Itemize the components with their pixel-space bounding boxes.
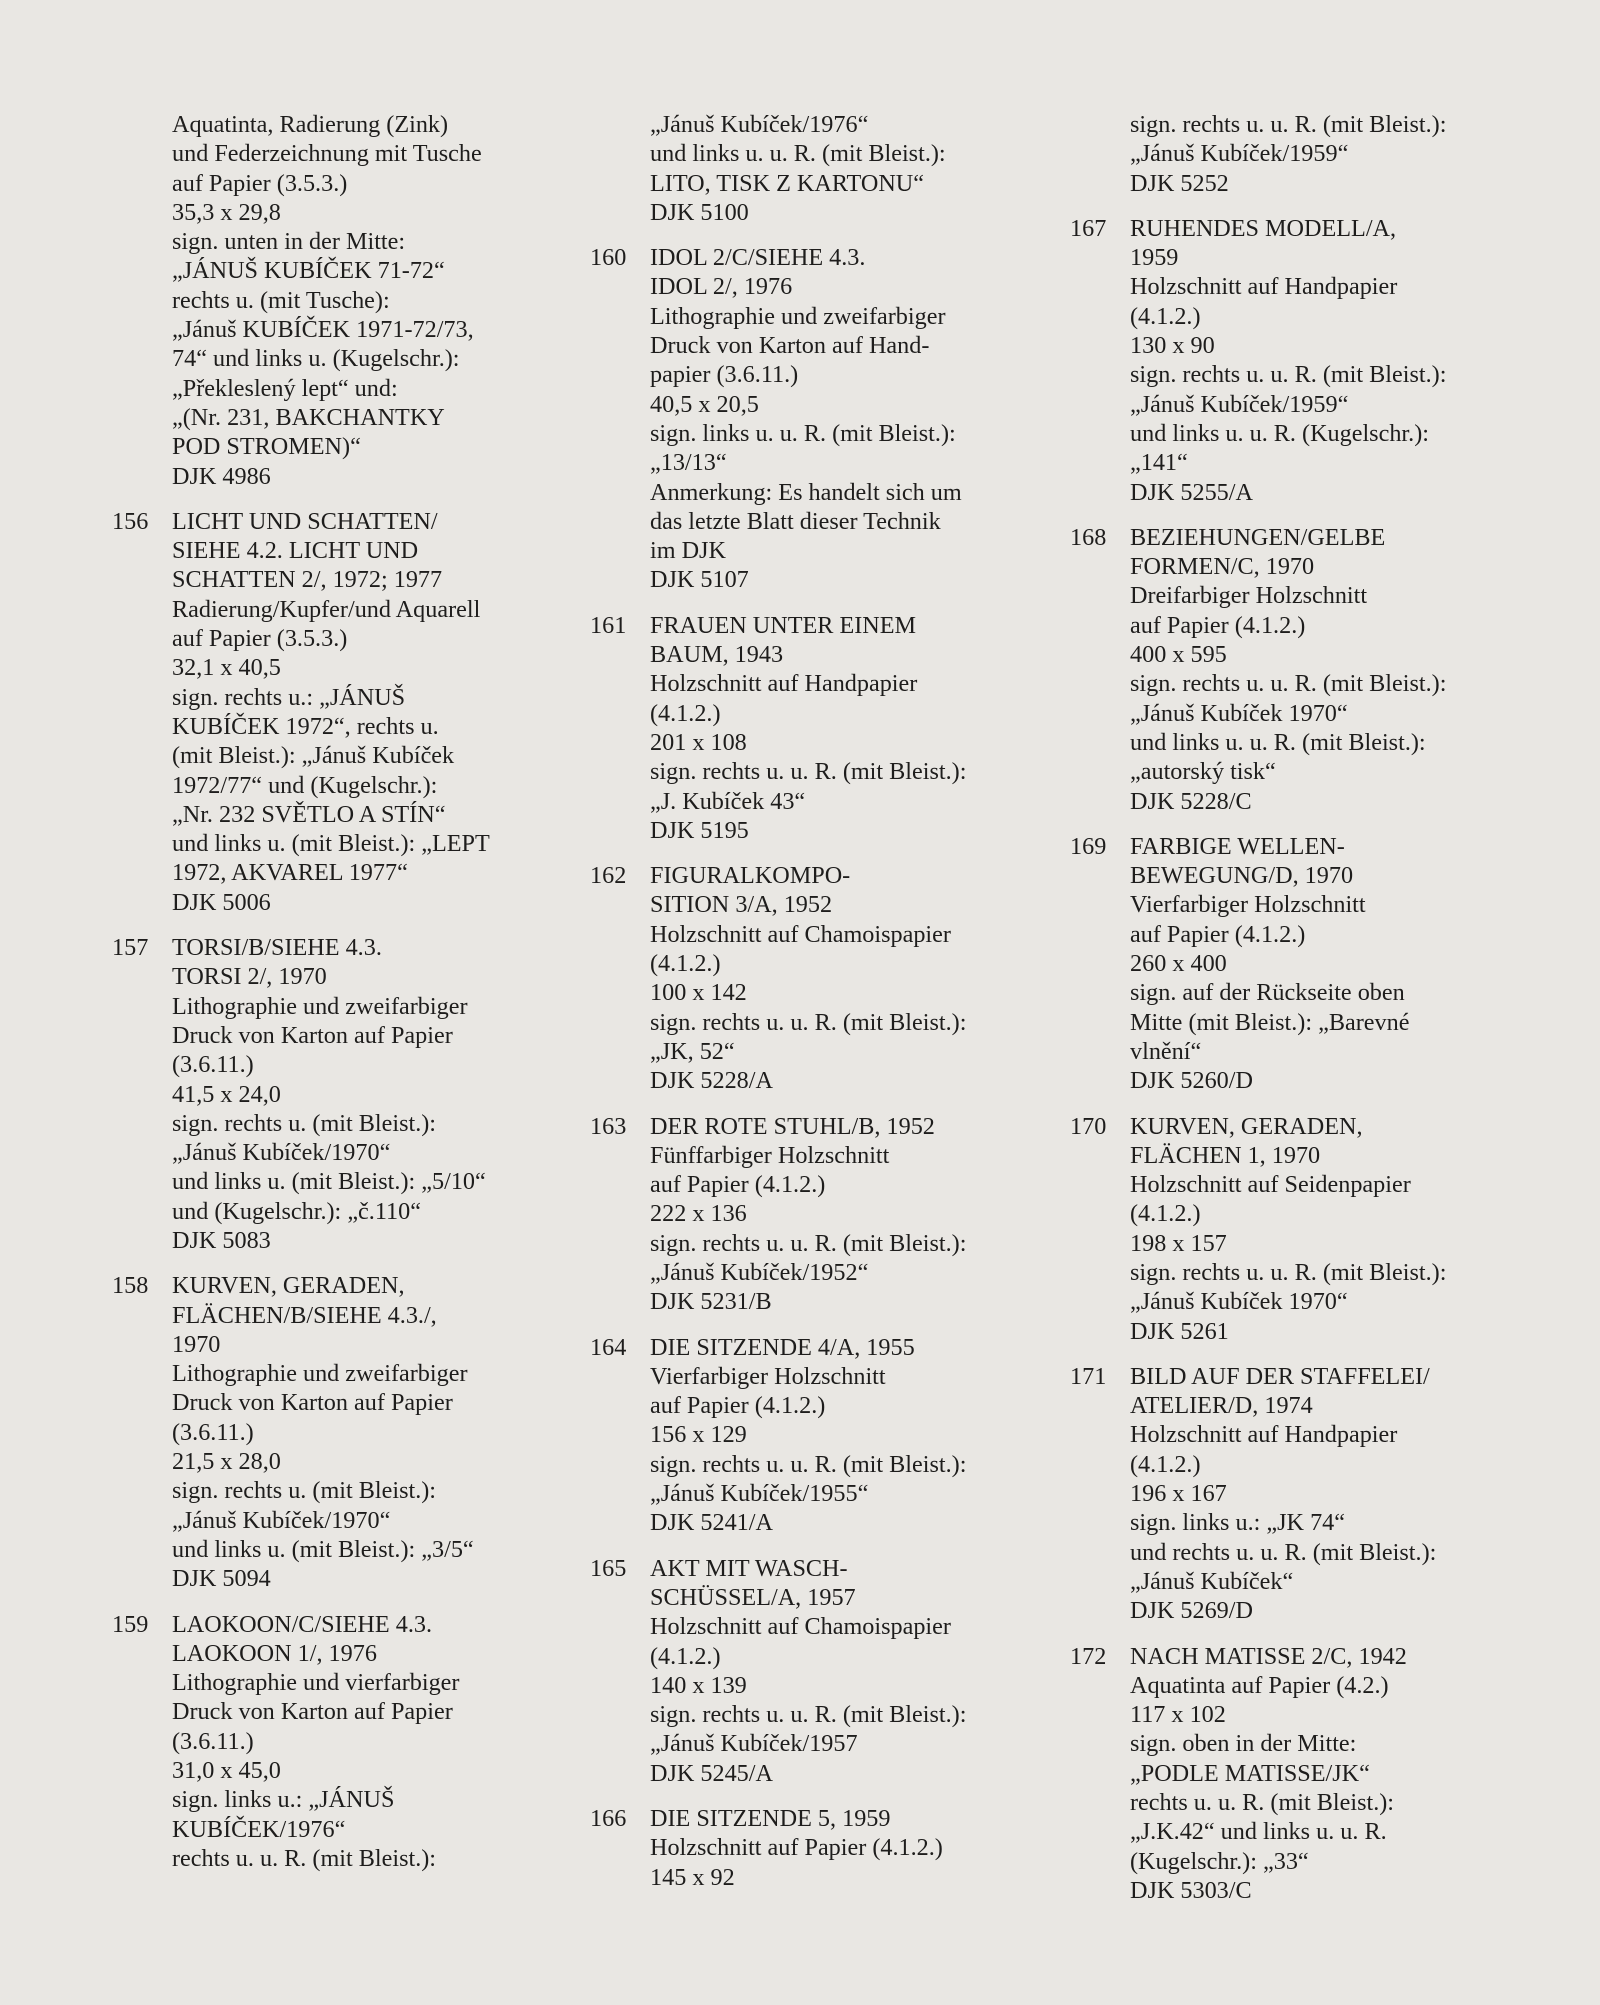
entry-number: 164 xyxy=(590,1333,627,1361)
entry-line: LICHT UND SCHATTEN/ xyxy=(172,507,438,535)
entry-line: DJK 5303/C xyxy=(1130,1876,1252,1904)
entry-line: DJK 5245/A xyxy=(650,1759,773,1787)
entry-line: „Jánuš Kubíček 1970“ xyxy=(1130,1288,1348,1316)
entry-line: „Jánuš Kubíček/1952“ xyxy=(650,1258,869,1286)
entry-line: SIEHE 4.2. LICHT UND xyxy=(172,537,419,565)
entry-line: Druck von Karton auf Papier xyxy=(172,1698,453,1726)
entry-line: DJK 5107 xyxy=(650,566,749,594)
entry-number: 159 xyxy=(112,1610,149,1638)
catalog-entry xyxy=(112,1271,582,1593)
entry-line: Holzschnitt auf Papier (4.1.2.) xyxy=(650,1834,943,1862)
entry-line: sign. rechts u. u. R. (mit Bleist.): xyxy=(1130,111,1447,138)
entry-line: Fünffarbiger Holzschnitt xyxy=(650,1141,890,1169)
entry-line: und links u. (mit Bleist.): „5/10“ xyxy=(172,1168,486,1196)
entry-line: „Jánuš Kubíček/1959“ xyxy=(1130,390,1349,418)
entry-line: Druck von Karton auf Papier xyxy=(172,1021,453,1049)
entry-line: und rechts u. u. R. (mit Bleist.): xyxy=(1130,1538,1437,1566)
entry-line: KURVEN, GERADEN, xyxy=(1130,1112,1363,1140)
catalog-entry xyxy=(590,243,1060,595)
entry-line: ATELIER/D, 1974 xyxy=(1130,1392,1313,1420)
entry-line: Druck von Karton auf Papier xyxy=(172,1389,453,1417)
entry-line: Vierfarbiger Holzschnitt xyxy=(650,1362,886,1390)
entry-line: FORMEN/C, 1970 xyxy=(1130,553,1315,581)
entry-line: und links u. u. R. (Kugelschr.): xyxy=(1130,419,1429,447)
catalog-entry xyxy=(112,110,582,491)
entry-line: 41,5 x 24,0 xyxy=(172,1080,281,1108)
entry-number: 166 xyxy=(590,1805,627,1833)
entry-line: DJK 5269/D xyxy=(1130,1597,1253,1625)
entry-line: 156 x 129 xyxy=(650,1421,747,1449)
entry-line: DJK 5195 xyxy=(650,816,749,844)
entry-line: DJK 5261 xyxy=(1130,1317,1229,1345)
entry-line: DJK 5094 xyxy=(172,1565,271,1593)
entry-line: „Jánuš Kubíček/1970“ xyxy=(172,1139,391,1167)
entry-line: BEZIEHUNGEN/GELBE xyxy=(1130,523,1386,551)
entry-line: rechts u. u. R. (mit Bleist.): xyxy=(1130,1789,1395,1817)
entry-line: 21,5 x 28,0 xyxy=(172,1448,281,1476)
entry-line: Radierung/Kupfer/und Aquarell xyxy=(172,595,481,623)
entry-line: DJK 4986 xyxy=(172,462,271,490)
entry-number: 167 xyxy=(1070,214,1107,242)
entry-number: 165 xyxy=(590,1554,627,1582)
entry-line: auf Papier (4.1.2.) xyxy=(650,1171,826,1199)
entry-line: „Jánuš Kubíček/1959“ xyxy=(1130,140,1349,168)
entry-line: und links u. (mit Bleist.): „LEPT xyxy=(172,830,490,858)
entry-line: „13/13“ xyxy=(650,449,727,477)
catalog-entry xyxy=(1070,214,1570,507)
entry-line: Aquatinta, Radierung (Zink) xyxy=(172,111,449,138)
entry-line: sign. rechts u. u. R. (mit Bleist.): xyxy=(1130,361,1447,389)
entry-line: (4.1.2.) xyxy=(1130,302,1201,330)
catalog-entry xyxy=(590,1112,1060,1317)
entry-line: sign. rechts u. (mit Bleist.): xyxy=(172,1109,437,1137)
catalog-entry xyxy=(1070,1362,1570,1626)
entry-line: Holzschnitt auf Handpapier xyxy=(1130,273,1398,301)
entry-line: DJK 5228/A xyxy=(650,1067,773,1095)
entry-line: Holzschnitt auf Chamoispapier xyxy=(650,1613,951,1641)
entry-line: TORSI 2/, 1970 xyxy=(172,963,327,991)
entry-line: „JK, 52“ xyxy=(650,1037,735,1065)
entry-line: FRAUEN UNTER EINEM xyxy=(650,611,917,639)
entry-number: 169 xyxy=(1070,832,1107,860)
entry-line: und links u. u. R. (mit Bleist.): xyxy=(650,140,946,168)
entry-line: LAOKOON 1/, 1976 xyxy=(172,1639,377,1667)
entry-line: 1972/77“ und (Kugelschr.): xyxy=(172,771,438,799)
entry-line: „Jánuš Kubíček/1955“ xyxy=(650,1480,869,1508)
entry-line: und links u. u. R. (mit Bleist.): xyxy=(1130,728,1426,756)
entry-line: BEWEGUNG/D, 1970 xyxy=(1130,862,1354,890)
entry-line: „PODLE MATISSE/JK“ xyxy=(1130,1759,1370,1787)
entry-line: Mitte (mit Bleist.): „Barevné xyxy=(1130,1008,1410,1036)
entry-line: Holzschnitt auf Handpapier xyxy=(1130,1421,1398,1449)
entry-line: DJK 5241/A xyxy=(650,1509,773,1537)
entry-line: 1959 xyxy=(1130,244,1179,272)
entry-line: DIE SITZENDE 4/A, 1955 xyxy=(650,1333,915,1361)
entry-number: 157 xyxy=(112,934,149,962)
catalog-entry xyxy=(590,1333,1060,1538)
catalog-entry xyxy=(590,1554,1060,1788)
entry-line: Anmerkung: Es handelt sich um xyxy=(650,478,962,506)
entry-line: 140 x 139 xyxy=(650,1671,747,1699)
entry-line: sign. rechts u. u. R. (mit Bleist.): xyxy=(650,1701,967,1729)
entry-line: Holzschnitt auf Chamoispapier xyxy=(650,920,951,948)
entry-line: DJK 5260/D xyxy=(1130,1067,1253,1095)
entry-number: 171 xyxy=(1070,1362,1107,1390)
entry-line: sign. rechts u. u. R. (mit Bleist.): xyxy=(650,1229,967,1257)
entry-line: BILD AUF DER STAFFELEI/ xyxy=(1130,1362,1430,1390)
entry-line: (4.1.2.) xyxy=(1130,1450,1201,1478)
entry-line: 201 x 108 xyxy=(650,728,747,756)
entry-line: „Jánuš Kubíček/1976“ xyxy=(650,111,869,138)
entry-line: DJK 5100 xyxy=(650,198,749,226)
entry-line: (4.1.2.) xyxy=(1130,1200,1201,1228)
catalog-entry xyxy=(590,611,1060,845)
entry-line: DJK 5006 xyxy=(172,888,271,916)
entry-line: papier (3.6.11.) xyxy=(650,361,799,389)
entry-line: 74“ und links u. (Kugelschr.): xyxy=(172,345,460,373)
entry-line: rechts u. u. R. (mit Bleist.): xyxy=(172,1844,437,1872)
entry-line: auf Papier (3.5.3.) xyxy=(172,169,348,197)
entry-line: POD STROMEN)“ xyxy=(172,433,361,461)
entry-line: „Jánuš Kubíček 1970“ xyxy=(1130,699,1348,727)
entry-line: „Překleslený lept“ und: xyxy=(172,374,398,402)
entry-line: „autorský tisk“ xyxy=(1130,758,1276,786)
entry-line: Holzschnitt auf Seidenpapier xyxy=(1130,1171,1411,1199)
entry-line: rechts u. (mit Tusche): xyxy=(172,286,390,314)
entry-line: AKT MIT WASCH- xyxy=(650,1554,848,1582)
entry-line: 1972, AKVAREL 1977“ xyxy=(172,859,408,887)
entry-line: „141“ xyxy=(1130,449,1188,477)
entry-number: 163 xyxy=(590,1112,627,1140)
entry-line: auf Papier (4.1.2.) xyxy=(650,1392,826,1420)
catalog-entry xyxy=(590,1804,1060,1892)
catalog-entry xyxy=(112,1610,582,1874)
entry-line: 100 x 142 xyxy=(650,979,747,1007)
entry-line: BAUM, 1943 xyxy=(650,641,784,669)
catalog-entry xyxy=(1070,1112,1570,1346)
entry-line: sign. rechts u. u. R. (mit Bleist.): xyxy=(650,1450,967,1478)
entry-line: und Federzeichnung mit Tusche xyxy=(172,140,482,168)
column-2 xyxy=(590,110,1060,1908)
entry-line: (4.1.2.) xyxy=(650,699,721,727)
entry-line: 130 x 90 xyxy=(1130,332,1215,360)
entry-line: auf Papier (3.5.3.) xyxy=(172,625,348,653)
entry-line: LAOKOON/C/SIEHE 4.3. xyxy=(172,1610,433,1638)
entry-line: FLÄCHEN 1, 1970 xyxy=(1130,1141,1321,1169)
entry-line: 40,5 x 20,5 xyxy=(650,390,759,418)
entry-line: sign. rechts u.: „JÁNUŠ xyxy=(172,683,406,711)
entry-line: Lithographie und zweifarbiger xyxy=(172,1360,468,1388)
entry-line: „J. Kubíček 43“ xyxy=(650,787,806,815)
entry-line: das letzte Blatt dieser Technik xyxy=(650,507,941,535)
entry-line: sign. rechts u. u. R. (mit Bleist.): xyxy=(1130,1258,1447,1286)
entry-line: IDOL 2/C/SIEHE 4.3. xyxy=(650,244,866,272)
entry-line: 222 x 136 xyxy=(650,1200,747,1228)
entry-line: sign. unten in der Mitte: xyxy=(172,228,406,256)
column-1 xyxy=(112,110,582,1889)
entry-line: Lithographie und zweifarbiger xyxy=(172,992,468,1020)
entry-line: KUBÍČEK 1972“, rechts u. xyxy=(172,712,439,740)
entry-line: 400 x 595 xyxy=(1130,641,1227,669)
column-3 xyxy=(1070,110,1570,1921)
catalog-entry xyxy=(1070,523,1570,816)
entry-line: SCHATTEN 2/, 1972; 1977 xyxy=(172,566,443,594)
entry-line: SITION 3/A, 1952 xyxy=(650,891,833,919)
catalog-entry xyxy=(1070,1642,1570,1906)
entry-line: sign. rechts u. u. R. (mit Bleist.): xyxy=(1130,670,1447,698)
entry-line: (Kugelschr.): „33“ xyxy=(1130,1847,1309,1875)
entry-line: LITO, TISK Z KARTONU“ xyxy=(650,169,924,197)
entry-line: sign. links u.: „JK 74“ xyxy=(1130,1509,1345,1537)
entry-line: 145 x 92 xyxy=(650,1863,735,1891)
entry-line: FARBIGE WELLEN- xyxy=(1130,832,1345,860)
entry-line: DJK 5255/A xyxy=(1130,478,1253,506)
entry-line: (3.6.11.) xyxy=(172,1418,254,1446)
entry-line: „Jánuš Kubíček/1957 xyxy=(650,1730,858,1758)
entry-line: 198 x 157 xyxy=(1130,1229,1227,1257)
entry-line: und links u. (mit Bleist.): „3/5“ xyxy=(172,1535,474,1563)
catalog-entry xyxy=(1070,832,1570,1096)
entry-line: im DJK xyxy=(650,537,726,565)
entry-line: TORSI/B/SIEHE 4.3. xyxy=(172,934,382,962)
entry-number: 168 xyxy=(1070,523,1107,551)
entry-line: „(Nr. 231, BAKCHANTKY xyxy=(172,403,445,431)
entry-line: sign. oben in der Mitte: xyxy=(1130,1730,1357,1758)
entry-line: (4.1.2.) xyxy=(650,950,721,978)
entry-line: vlnění“ xyxy=(1130,1037,1202,1065)
entry-line: sign. links u. u. R. (mit Bleist.): xyxy=(650,419,956,447)
entry-line: sign. auf der Rückseite oben xyxy=(1130,979,1405,1007)
entry-line: RUHENDES MODELL/A, xyxy=(1130,214,1397,242)
entry-line: (mit Bleist.): „Jánuš Kubíček xyxy=(172,742,455,770)
entry-line: „JÁNUŠ KUBÍČEK 71-72“ xyxy=(172,257,445,285)
entry-line: „J.K.42“ und links u. u. R. xyxy=(1130,1818,1387,1846)
entry-line: NACH MATISSE 2/C, 1942 xyxy=(1130,1642,1407,1670)
entry-line: auf Papier (4.1.2.) xyxy=(1130,920,1306,948)
entry-line: auf Papier (4.1.2.) xyxy=(1130,611,1306,639)
entry-line: DJK 5083 xyxy=(172,1226,271,1254)
entry-number: 170 xyxy=(1070,1112,1107,1140)
entry-number: 162 xyxy=(590,862,627,890)
entry-line: Vierfarbiger Holzschnitt xyxy=(1130,891,1366,919)
entry-line: DIE SITZENDE 5, 1959 xyxy=(650,1805,891,1833)
entry-line: Druck von Karton auf Hand- xyxy=(650,332,930,360)
entry-line: (3.6.11.) xyxy=(172,1051,254,1079)
entry-line: Dreifarbiger Holzschnitt xyxy=(1130,582,1368,610)
entry-number: 172 xyxy=(1070,1642,1107,1670)
entry-line: 31,0 x 45,0 xyxy=(172,1757,281,1785)
entry-line: DER ROTE STUHL/B, 1952 xyxy=(650,1112,935,1140)
entry-line: DJK 5252 xyxy=(1130,169,1229,197)
catalog-entry xyxy=(1070,110,1570,198)
catalog-entry xyxy=(590,861,1060,1095)
entry-line: IDOL 2/, 1976 xyxy=(650,273,793,301)
entry-line: 117 x 102 xyxy=(1130,1701,1226,1729)
catalog-entry xyxy=(112,507,582,917)
entry-line: „Nr. 232 SVĚTLO A STÍN“ xyxy=(172,800,446,828)
entry-number: 156 xyxy=(112,507,149,535)
entry-line: 35,3 x 29,8 xyxy=(172,198,281,226)
entry-line: sign. rechts u. u. R. (mit Bleist.): xyxy=(650,758,967,786)
entry-line: 260 x 400 xyxy=(1130,950,1227,978)
entry-line: sign. rechts u. u. R. (mit Bleist.): xyxy=(650,1008,967,1036)
entry-number: 158 xyxy=(112,1272,149,1300)
entry-line: DJK 5228/C xyxy=(1130,787,1252,815)
entry-line: DJK 5231/B xyxy=(650,1288,772,1316)
entry-line: „Jánuš Kubíček“ xyxy=(1130,1567,1294,1595)
entry-line: „Jánuš Kubíček/1970“ xyxy=(172,1506,391,1534)
entry-number: 160 xyxy=(590,244,627,272)
entry-line: SCHÜSSEL/A, 1957 xyxy=(650,1583,856,1611)
entry-line: und (Kugelschr.): „č.110“ xyxy=(172,1197,421,1225)
entry-line: 1970 xyxy=(172,1330,221,1358)
entry-line: KUBÍČEK/1976“ xyxy=(172,1815,346,1843)
entry-number: 161 xyxy=(590,611,627,639)
entry-line: „Jánuš KUBÍČEK 1971-72/73, xyxy=(172,316,474,344)
entry-line: FIGURALKOMPO- xyxy=(650,862,851,890)
entry-line: Holzschnitt auf Handpapier xyxy=(650,670,918,698)
entry-line: sign. rechts u. (mit Bleist.): xyxy=(172,1477,437,1505)
entry-line: Lithographie und zweifarbiger xyxy=(650,302,946,330)
catalog-entry xyxy=(590,110,1060,227)
entry-line: FLÄCHEN/B/SIEHE 4.3./, xyxy=(172,1301,437,1329)
entry-line: 32,1 x 40,5 xyxy=(172,654,281,682)
entry-line: sign. links u.: „JÁNUŠ xyxy=(172,1786,395,1814)
entry-line: KURVEN, GERADEN, xyxy=(172,1272,405,1300)
entry-line: 196 x 167 xyxy=(1130,1480,1227,1508)
catalog-entry xyxy=(112,933,582,1255)
entry-line: (3.6.11.) xyxy=(172,1727,254,1755)
entry-line: Aquatinta auf Papier (4.2.) xyxy=(1130,1671,1389,1699)
entry-line: Lithographie und vierfarbiger xyxy=(172,1669,460,1697)
entry-line: (4.1.2.) xyxy=(650,1642,721,1670)
